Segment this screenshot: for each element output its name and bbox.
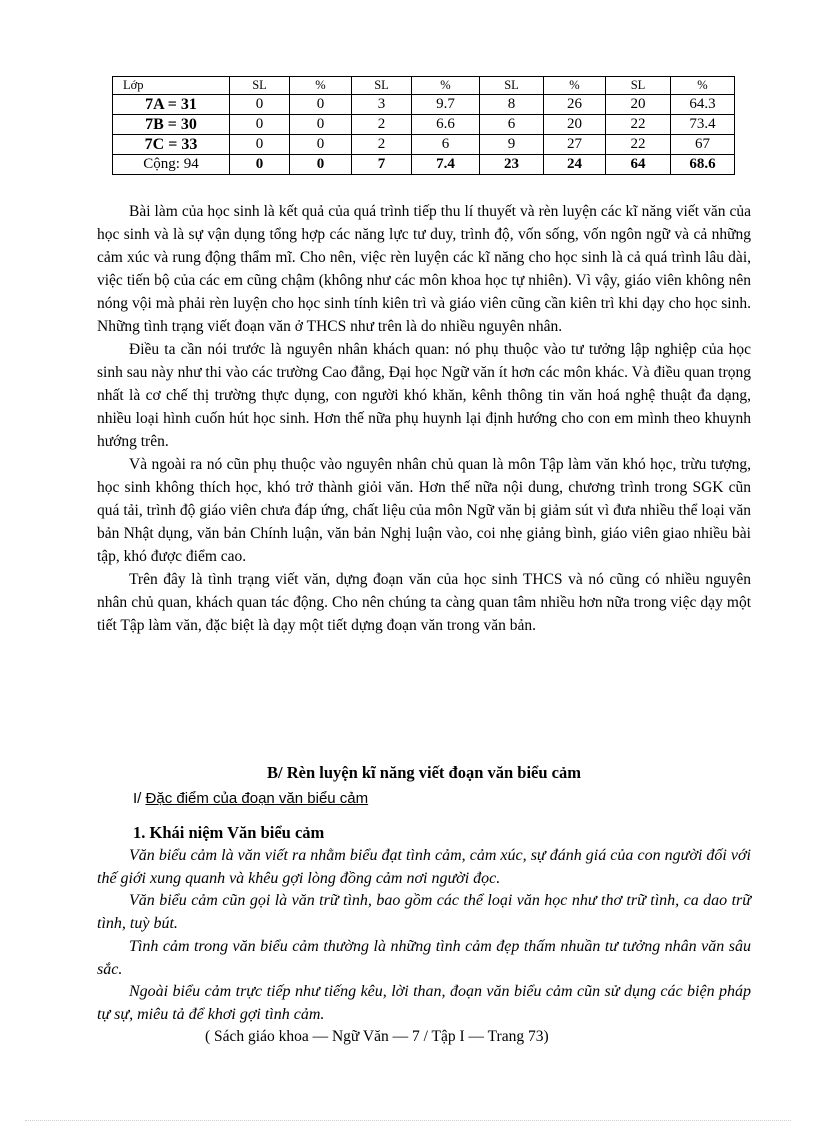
table-cell: 24: [544, 155, 606, 175]
table-cell: 67: [671, 135, 735, 155]
table-cell: 9.7: [412, 95, 480, 115]
table-cell-class: 7C = 33: [113, 135, 230, 155]
table-cell: 23: [480, 155, 544, 175]
table-cell: 0: [290, 115, 352, 135]
table-cell: 64.3: [671, 95, 735, 115]
table-row: [113, 135, 735, 155]
table-cell: 27: [544, 135, 606, 155]
table-header-cell: SL: [352, 77, 412, 95]
table-cell: 2: [352, 135, 412, 155]
table-header-row: [113, 77, 735, 95]
table-cell: 0: [290, 95, 352, 115]
table-cell: 0: [290, 155, 352, 175]
table-cell-total-label: Cộng: 94: [113, 155, 230, 175]
table-cell: 6.6: [412, 115, 480, 135]
paragraph: Điều ta cần nói trước là nguyên nhân khách quan: nó phụ thuộc vào tư tưởng lập nghiệp của học sinh sau này như thi vào các trường Cao đẳng, Đại học Ngữ văn ít hơn các môn khác. Và điều quan trọng nhất là cơ chế thị trường thực dụng, con người khó khăn, kênh thông tin văn hoá nghệ thuật đa dạng, nhiều loại hình cuốn hút học sinh. Hơn thế nữa phụ huynh lại định hướng cho con em mình theo khuynh hướng trên.: [97, 341, 751, 450]
section-i-number: I/: [133, 790, 142, 807]
paragraph: Bài làm của học sinh là kết quả của quá trình tiếp thu lí thuyết và rèn luyện các kĩ năng viết văn của học sinh và là sự vận dụng tổng hợp các năng lực tư duy, trình độ, vốn sống, vốn ngôn ngữ và cả những cảm xúc và rung động thẩm mĩ. Cho nên, việc rèn luyện các kĩ năng cho học sinh là cả quá trình lâu dài, việc tiến bộ của các em cũng chậm (không như các môn khoa học tự nhiên). Vì vậy, giáo viên không nên nóng vội mà phải rèn luyện cho học sinh tính kiên trì và giáo viên cũng cần kiên trì khi dạy cho học sinh. Những tình trạng viết đoạn văn ở THCS như trên là do nhiều nguyên nhân.: [97, 203, 751, 335]
table-cell-class: 7B = 30: [113, 115, 230, 135]
table-header-cell: Lớp: [113, 77, 230, 95]
table-cell: 68.6: [671, 155, 735, 175]
table-header-cell: %: [290, 77, 352, 95]
table-header-cell: SL: [480, 77, 544, 95]
section-b-heading: B/ Rèn luyện kĩ năng viết đoạn văn biểu cảm: [266, 763, 581, 782]
table-cell: 0: [230, 115, 290, 135]
table-cell: 2: [352, 115, 412, 135]
table-cell: 7.4: [412, 155, 480, 175]
table-header-cell: %: [671, 77, 735, 95]
table-header-cell: SL: [606, 77, 671, 95]
italic-paragraph: Tình cảm trong văn biểu cảm thường là những tình cảm đẹp thấm nhuần tư tưởng nhân văn sâu sắc.: [97, 937, 751, 978]
section-i-heading: [133, 789, 368, 809]
table-cell: 73.4: [671, 115, 735, 135]
section-i-title: Đặc điểm của đoạn văn biểu cảm: [145, 790, 369, 807]
page-bottom-divider: [25, 1120, 791, 1121]
table-header-cell: %: [412, 77, 480, 95]
table-cell: 26: [544, 95, 606, 115]
italic-paragraph: Văn biểu cảm cũn gọi là văn trữ tình, bao gồm các thể loại văn học như thơ trữ tình, ca dao trữ tình, tuỳ bút.: [97, 892, 751, 933]
table-cell: 9: [480, 135, 544, 155]
table-cell: 3: [352, 95, 412, 115]
table-cell: 8: [480, 95, 544, 115]
body-paragraphs: [97, 200, 751, 637]
table-cell: 20: [544, 115, 606, 135]
paragraph: Và ngoài ra nó cũn phụ thuộc vào nguyên nhân chủ quan là môn Tập làm văn khó học, trừu tượng, học sinh không thích học, khó trở thành giỏi văn. Hơn thế nữa nội dung, chương trình trong SGK cũn quá tải, trình độ giáo viên chưa đáp ứng, chất liệu của môn Ngữ văn bị giảm sút vì đưa nhiều thể loại văn bản Nhật dụng, văn bản Chính luận, văn bản Nghị luận vào, coi nhẹ giảng bình, giáo viên giao nhiều bài tập, khó được điểm cao.: [97, 456, 751, 565]
definition-block: [97, 845, 751, 1027]
table-row: [113, 115, 735, 135]
table-total-row: [113, 155, 735, 175]
italic-paragraph: Ngoài biểu cảm trực tiếp như tiếng kêu, lời than, đoạn văn biểu cảm cũn sử dụng các biện pháp tự sự, miêu tả để khơi gợi tình cảm.: [97, 983, 751, 1023]
table-cell: 22: [606, 135, 671, 155]
table-header-cell: SL: [230, 77, 290, 95]
table-cell: 64: [606, 155, 671, 175]
table-cell: 6: [480, 115, 544, 135]
table-cell: 20: [606, 95, 671, 115]
table-row: [113, 95, 735, 115]
table-cell: 0: [290, 135, 352, 155]
table-cell: 0: [230, 95, 290, 115]
table-cell: 6: [412, 135, 480, 155]
table-header-cell: %: [544, 77, 606, 95]
subsection-heading: 1. Khái niệm Văn biểu cảm: [133, 823, 325, 842]
statistics-table: [112, 76, 735, 175]
table-cell: 7: [352, 155, 412, 175]
table-cell: 22: [606, 115, 671, 135]
table-cell-class: 7A = 31: [113, 95, 230, 115]
italic-paragraph: Văn biểu cảm là văn viết ra nhằm biểu đạt tình cảm, cảm xúc, sự đánh giá của con người đối với thế giới xung quanh và khêu gợi lòng đồng cảm nơi người đọc.: [97, 847, 751, 887]
table-cell: 0: [230, 135, 290, 155]
source-citation: ( Sách giáo khoa — Ngữ Văn — 7 / Tập I — Trang 73): [205, 1028, 549, 1045]
table-cell: 0: [230, 155, 290, 175]
paragraph: Trên đây là tình trạng viết văn, dựng đoạn văn của học sinh THCS và nó cũng có nhiều nguyên nhân chủ quan, khách quan tác động. Cho nên chúng ta càng quan tâm nhiều hơn nữa trong việc dạy một tiết Tập làm văn, đặc biệt là dạy một tiết dựng đoạn văn trong văn bản.: [97, 571, 751, 634]
